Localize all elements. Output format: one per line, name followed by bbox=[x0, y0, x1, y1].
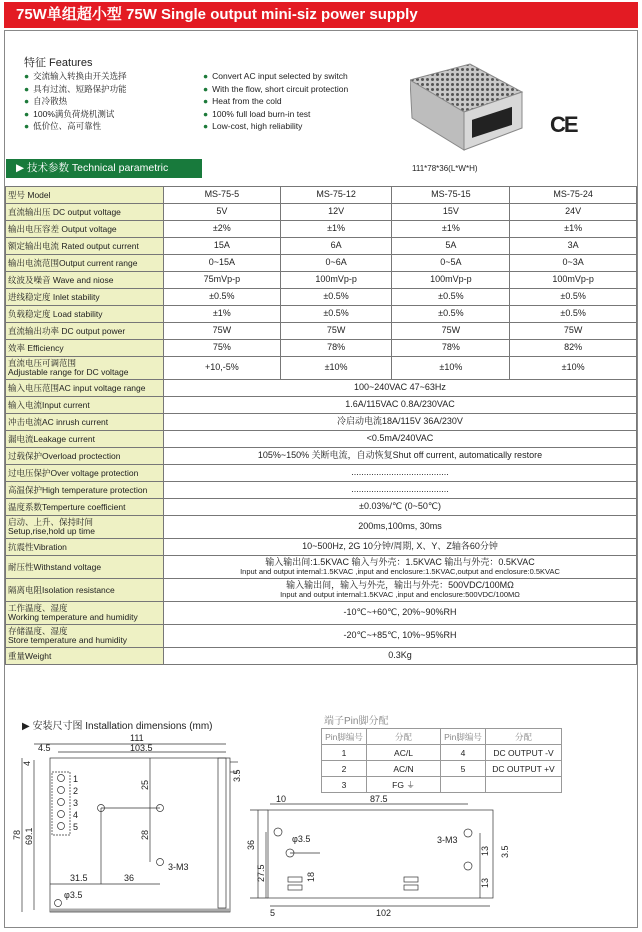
hole-label: φ3.5 bbox=[292, 834, 311, 844]
row-label: 输入电流Input current bbox=[6, 397, 164, 414]
spec-value: MS-75-5 bbox=[163, 187, 280, 204]
spec-value: MS-75-24 bbox=[510, 187, 637, 204]
feature-item: ● Low-cost, high reliability bbox=[203, 120, 348, 133]
spec-row bbox=[6, 306, 637, 323]
feature-item: ● With the flow, short circuit protection bbox=[203, 83, 348, 96]
cell: 4 bbox=[441, 745, 486, 761]
spec-value: 75W bbox=[510, 323, 637, 340]
spec-value: ±0.5% bbox=[163, 289, 280, 306]
row-label: 纹波及噪音 Wave and niose bbox=[6, 272, 164, 289]
spec-value: 3A bbox=[510, 238, 637, 255]
spec-value: 0~6A bbox=[280, 255, 392, 272]
spec-value: 100mVp-p bbox=[510, 272, 637, 289]
common-value: 1.6A/115VAC 0.8A/230VAC bbox=[163, 397, 636, 414]
row-label: 过电压保护Over voltage protection bbox=[6, 465, 164, 482]
spec-value: 75W bbox=[163, 323, 280, 340]
pin-label: 1 bbox=[73, 774, 79, 784]
row-label: 输入电压范围AC input voltage range bbox=[6, 380, 164, 397]
dim-102: 102 bbox=[376, 908, 392, 918]
row-label: 效率 Efficiency bbox=[6, 340, 164, 357]
features-heading: 特征 Features bbox=[24, 57, 93, 69]
features-list-en bbox=[203, 70, 348, 133]
dim-36: 36 bbox=[246, 839, 256, 850]
spec-value: 0~5A bbox=[392, 255, 510, 272]
spec-value: ±1% bbox=[392, 221, 510, 238]
row-label: 高温保护High temperature protection bbox=[6, 482, 164, 499]
spec-row bbox=[6, 323, 637, 340]
spec-row bbox=[6, 448, 637, 465]
common-value: ±0.03%/℃ (0~50℃) bbox=[163, 499, 636, 516]
row-label-en: Setup,rise,hold up time bbox=[8, 526, 95, 536]
dim-18: 18 bbox=[306, 871, 316, 882]
cell: AC/L bbox=[367, 745, 441, 761]
row-label bbox=[6, 357, 164, 380]
spec-row bbox=[6, 255, 637, 272]
dim-27-5: 27.5 bbox=[256, 864, 266, 882]
common-value: ....................................... bbox=[163, 465, 636, 482]
common-value: <0.5mA/240VAC bbox=[163, 431, 636, 448]
row-label: 型号 Model bbox=[6, 187, 164, 204]
row-label: 漏电流Leakage current bbox=[6, 431, 164, 448]
value-en: Input and output internal:1.5KVAC ,input and enclosure:1.5KVAC,output and enclosure:0.5KVAC bbox=[240, 566, 560, 576]
spec-row bbox=[6, 238, 637, 255]
pin-label: 4 bbox=[73, 810, 79, 820]
spec-value: 75W bbox=[280, 323, 392, 340]
feature-item: ● Convert AC input selected by switch bbox=[203, 70, 348, 83]
common-value bbox=[163, 579, 636, 602]
product-dimensions: 111*78*36(L*W*H) bbox=[412, 164, 478, 173]
spec-value: MS-75-15 bbox=[392, 187, 510, 204]
screw-label: 3-M3 bbox=[168, 862, 189, 872]
row-label: 进线稳定度 Inlet stability bbox=[6, 289, 164, 306]
side-view-drawing bbox=[246, 794, 510, 918]
pin-table-heading: 端子Pin脚分配 bbox=[324, 716, 389, 727]
feature-item: ● 低价位、高可靠性 bbox=[24, 120, 127, 133]
spec-row bbox=[6, 289, 637, 306]
spec-row bbox=[6, 187, 637, 204]
row-label: 隔离电阻Isolation resistance bbox=[6, 579, 164, 602]
spec-value: ±0.5% bbox=[510, 306, 637, 323]
dim-3-5: 3.5 bbox=[500, 845, 510, 858]
dim-28: 28 bbox=[140, 829, 150, 840]
common-value: 100~240VAC 47~63Hz bbox=[163, 380, 636, 397]
cell: DC OUTPUT -V bbox=[486, 745, 562, 761]
row-label bbox=[6, 625, 164, 648]
dim-13: 13 bbox=[480, 877, 490, 888]
cell: DC OUTPUT +V bbox=[486, 761, 562, 777]
product-image bbox=[410, 62, 528, 152]
header-cell: Pin脚编号 bbox=[441, 729, 486, 745]
spec-value: ±1% bbox=[510, 221, 637, 238]
dim-36: 36 bbox=[124, 873, 135, 883]
spec-value: ±1% bbox=[163, 306, 280, 323]
dim-78: 78 bbox=[12, 829, 22, 840]
value-cn: 输入输出间:1.5KVAC 输入与外壳：1.5KVAC 输出与外壳：0.5KVAC bbox=[265, 557, 535, 568]
spec-value: ±0.5% bbox=[280, 306, 392, 323]
spec-row bbox=[6, 482, 637, 499]
dim-103-5: 103.5 bbox=[130, 743, 153, 753]
row-label bbox=[6, 516, 164, 539]
common-value bbox=[163, 556, 636, 579]
spec-value: 5V bbox=[163, 204, 280, 221]
row-label: 输出电压容差 Output voltage bbox=[6, 221, 164, 238]
common-value: 105%~150% 关断电流，自动恢复Shut off current, automatically restore bbox=[163, 448, 636, 465]
value-en: Input and output internal:1.5KVAC ,input and enclosure:500VDC/100MΩ bbox=[280, 589, 520, 599]
pin-label: 2 bbox=[73, 786, 79, 796]
spec-value: +10,-5% bbox=[163, 357, 280, 380]
spec-value: 0~15A bbox=[163, 255, 280, 272]
spec-value: ±0.5% bbox=[392, 306, 510, 323]
dim-31-5: 31.5 bbox=[70, 873, 88, 883]
dim-69-1: 69.1 bbox=[24, 827, 34, 845]
value-cn: 输入输出间，输入与外壳，输出与外壳：500VDC/100MΩ bbox=[286, 580, 514, 591]
spec-value: 100mVp-p bbox=[280, 272, 392, 289]
spec-row bbox=[6, 602, 637, 625]
spec-value: 78% bbox=[392, 340, 510, 357]
cell: 2 bbox=[322, 761, 367, 777]
row-label: 输出电流范围Output current range bbox=[6, 255, 164, 272]
row-label-en: Working temperature and humidity bbox=[8, 612, 138, 622]
cell: FG ⏚ bbox=[367, 777, 441, 793]
spec-value: 6A bbox=[280, 238, 392, 255]
spec-row bbox=[6, 556, 637, 579]
dim-10: 10 bbox=[276, 794, 287, 804]
spec-row bbox=[6, 414, 637, 431]
dim-3-5: 3.5 bbox=[232, 769, 242, 782]
row-label-en: Adjustable range for DC voltage bbox=[8, 367, 129, 377]
screw-label: 3-M3 bbox=[437, 835, 458, 845]
feature-item: ● Heat from the cold bbox=[203, 95, 348, 108]
spec-value: ±10% bbox=[280, 357, 392, 380]
section-technical-parametric: ▶ 技术参数 Technical parametric bbox=[6, 159, 202, 178]
common-value: -10℃~+60℃, 20%~90%RH bbox=[163, 602, 636, 625]
common-value: -20℃~+85℃, 10%~95%RH bbox=[163, 625, 636, 648]
spec-value: 75W bbox=[392, 323, 510, 340]
spec-value: 82% bbox=[510, 340, 637, 357]
feature-item: ● 交流输入转换由开关选择 bbox=[24, 70, 127, 83]
spec-value: 75% bbox=[163, 340, 280, 357]
spec-row bbox=[6, 340, 637, 357]
pin-label: 3 bbox=[73, 798, 79, 808]
spec-row bbox=[6, 204, 637, 221]
feature-item: ● 具有过流、短路保护功能 bbox=[24, 83, 127, 96]
spec-value: 0~3A bbox=[510, 255, 637, 272]
row-label: 负载稳定度 Load stability bbox=[6, 306, 164, 323]
row-label: 重量Weight bbox=[6, 648, 164, 665]
row-label-cn: 启动、上升、保持时间 bbox=[8, 517, 94, 528]
common-value: 10~500Hz, 2G 10分钟/周期, X、Y、Z轴各60分钟 bbox=[163, 539, 636, 556]
spec-value: 15A bbox=[163, 238, 280, 255]
common-value: 200ms,100ms, 30ms bbox=[163, 516, 636, 539]
hole-label: φ3.5 bbox=[64, 890, 83, 900]
pin-label: 5 bbox=[73, 822, 79, 832]
features-list-cn bbox=[24, 70, 127, 133]
spec-value: 100mVp-p bbox=[392, 272, 510, 289]
row-label: 直流输出功率 DC output power bbox=[6, 323, 164, 340]
cell: 3 bbox=[322, 777, 367, 793]
row-label bbox=[6, 602, 164, 625]
spec-value: ±1% bbox=[280, 221, 392, 238]
cell: 5 bbox=[441, 761, 486, 777]
row-label-cn: 工作温度、湿度 bbox=[8, 603, 68, 614]
feature-item: ● 100%满负荷烧机测试 bbox=[24, 108, 127, 121]
spec-row bbox=[6, 431, 637, 448]
spec-row bbox=[6, 221, 637, 238]
row-label-en: Store temperature and humidity bbox=[8, 635, 128, 645]
dim-4: 4 bbox=[22, 760, 32, 766]
spec-value: 78% bbox=[280, 340, 392, 357]
spec-row bbox=[6, 516, 637, 539]
header-cell: Pin脚编号 bbox=[322, 729, 367, 745]
section-installation-dimensions: ▶ 安装尺寸图 Installation dimensions (mm) bbox=[22, 721, 213, 732]
feature-item: ● 100% full load burn-in test bbox=[203, 108, 348, 121]
spec-row bbox=[6, 357, 637, 380]
spec-row bbox=[6, 465, 637, 482]
dim-25: 25 bbox=[140, 779, 150, 790]
spec-value: 12V bbox=[280, 204, 392, 221]
cell: AC/N bbox=[367, 761, 441, 777]
spec-row bbox=[6, 648, 637, 665]
row-label: 额定输出电流 Rated output current bbox=[6, 238, 164, 255]
spec-value: ±10% bbox=[392, 357, 510, 380]
page-title: 75W单组超小型 75W Single output mini-siz power supply bbox=[4, 2, 638, 28]
row-label: 温度系数Temperture coefficient bbox=[6, 499, 164, 516]
spec-value: ±0.5% bbox=[392, 289, 510, 306]
header-cell: 分配 bbox=[367, 729, 441, 745]
common-value: 0.3Kg bbox=[163, 648, 636, 665]
row-label: 过载保护Overload proctection bbox=[6, 448, 164, 465]
row-label: 直流输出压 DC output voltage bbox=[6, 204, 164, 221]
feature-item: ● 自冷散热 bbox=[24, 95, 127, 108]
spec-value: ±10% bbox=[510, 357, 637, 380]
dim-5: 5 bbox=[270, 908, 276, 918]
installation-drawings bbox=[0, 710, 642, 932]
spec-value: 75mVp-p bbox=[163, 272, 280, 289]
spec-value: ±2% bbox=[163, 221, 280, 238]
spec-row bbox=[6, 272, 637, 289]
dim-4-5: 4.5 bbox=[38, 743, 51, 753]
spec-value: ±0.5% bbox=[510, 289, 637, 306]
spec-value: ±0.5% bbox=[280, 289, 392, 306]
ce-mark: CE bbox=[550, 112, 577, 137]
dim-111: 111 bbox=[130, 733, 144, 743]
spec-value: 5A bbox=[392, 238, 510, 255]
dim-87-5: 87.5 bbox=[370, 794, 388, 804]
row-label-cn: 存储温度、湿度 bbox=[8, 626, 68, 637]
spec-table bbox=[5, 186, 637, 665]
spec-value: 24V bbox=[510, 204, 637, 221]
spec-row bbox=[6, 397, 637, 414]
spec-row bbox=[6, 625, 637, 648]
dim-13: 13 bbox=[480, 845, 490, 856]
top-view-drawing bbox=[12, 733, 242, 912]
row-label: 耐压性Withstand voltage bbox=[6, 556, 164, 579]
spec-row bbox=[6, 579, 637, 602]
spec-row bbox=[6, 380, 637, 397]
common-value: 冷启动电流18A/115V 36A/230V bbox=[163, 414, 636, 431]
cell: 1 bbox=[322, 745, 367, 761]
spec-value: 15V bbox=[392, 204, 510, 221]
row-label-cn: 直流电压可调范围 bbox=[8, 358, 77, 369]
spec-row bbox=[6, 539, 637, 556]
header-cell: 分配 bbox=[486, 729, 562, 745]
row-label: 抗震性Vibration bbox=[6, 539, 164, 556]
common-value: ....................................... bbox=[163, 482, 636, 499]
row-label: 冲击电流AC inrush current bbox=[6, 414, 164, 431]
spec-row bbox=[6, 499, 637, 516]
spec-value: MS-75-12 bbox=[280, 187, 392, 204]
